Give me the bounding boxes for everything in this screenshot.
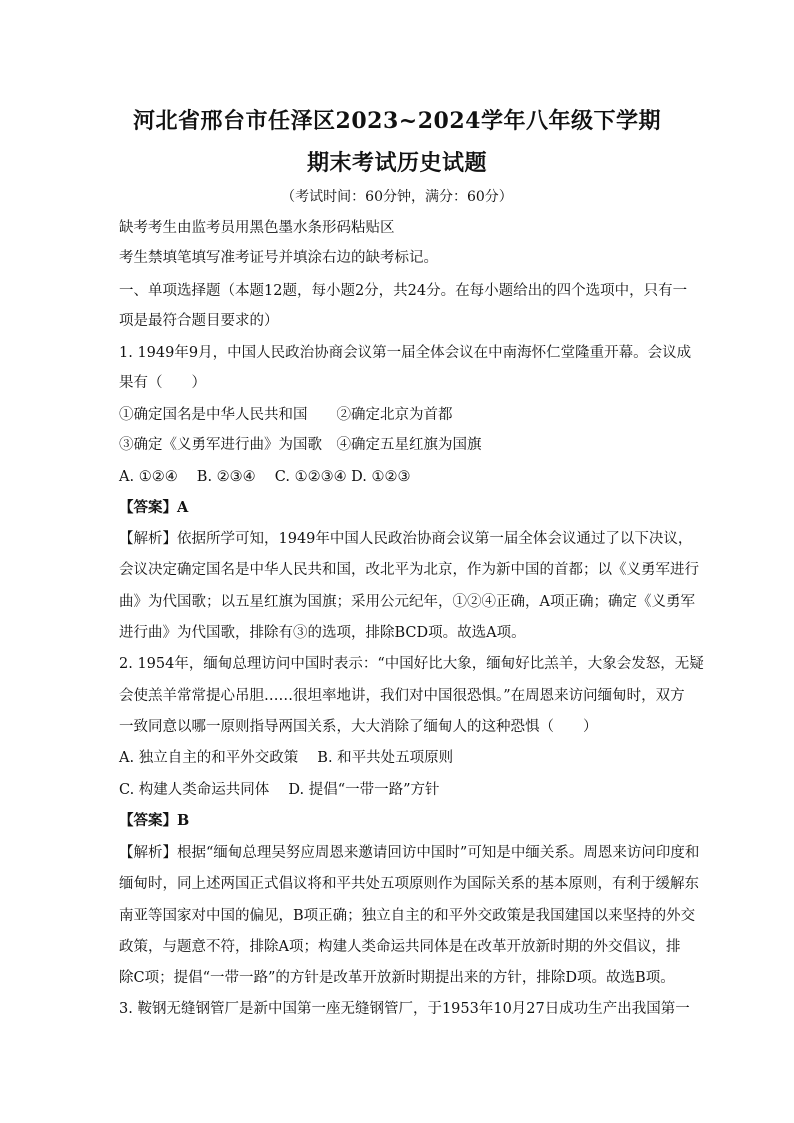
q3-stem: 3. 鞍钢无缝钢管厂是新中国第一座无缝钢管厂，于1953年10月27日成功生产出我国第一: [119, 1001, 690, 1017]
q2-analysis: 除C项；提倡“一带一路”的方针是改革开放新时期提出来的方针，排除D项。故选B项。: [119, 970, 675, 986]
q1-stem: 果有（ ）: [119, 375, 206, 391]
q2-options: C. 构建人类命运共同体 D. 提倡“一带一路”方针: [119, 782, 440, 798]
document-title-line2: 期末考试历史试题: [306, 150, 487, 176]
q1-analysis: 会议决定确定国名是中华人民共和国，改北平为北京，作为新中国的首都；以《义勇军进行: [119, 562, 699, 578]
q1-stem: 1. 1949年9月，中国人民政治协商会议第一届全体会议在中南海怀仁堂隆重开幕。会议成: [119, 345, 692, 361]
q1-answer: 【答案】A: [119, 499, 189, 516]
q1-item: ③确定《义勇军进行曲》为国歌 ④确定五星红旗为国旗: [119, 437, 482, 453]
document-title-line1: 河北省邢台市任泽区2023~2024学年八年级下学期: [133, 108, 661, 134]
q2-analysis: 缅甸时，同上述两国正式倡议将和平共处五项原则作为国际关系的基本原则，有利于缓解东: [119, 876, 699, 892]
exam-info: （考试时间：60分钟，满分：60分）: [281, 189, 513, 205]
note-line: 缺考考生由监考员用黑色墨水条形码粘贴区: [119, 220, 395, 236]
q1-analysis: 曲》为代国歌；以五星红旗为国旗；采用公元纪年，①②④正确，A项正确；确定《义勇军: [119, 594, 695, 610]
q1-options: A. ①②④ B. ②③④ C. ①②③④ D. ①②③: [119, 469, 411, 485]
q2-stem: 2. 1954年，缅甸总理访问中国时表示：“中国好比大象，缅甸好比羔羊，大象会发怒，无疑: [119, 656, 704, 672]
q2-stem: 一致同意以哪一原则指导两国关系，大大消除了缅甸人的这种恐惧（ ）: [119, 719, 598, 735]
q2-analysis: 南亚等国家对中国的偏见，B项正确；独立自主的和平外交政策是我国建国以来坚持的外交: [119, 908, 696, 924]
q2-analysis: 政策，与题意不符，排除A项；构建人类命运共同体是在改革开放新时期的外交倡议，排: [119, 939, 681, 955]
q2-options: A. 独立自主的和平外交政策 B. 和平共处五项原则: [119, 750, 454, 766]
section-heading: 项是最符合题目要求的）: [119, 313, 279, 329]
q1-analysis: 进行曲》为代国歌，排除有③的选项，排除BCD项。故选A项。: [119, 625, 526, 641]
q2-stem: 会使羔羊常常提心吊胆……很坦率地讲，我们对中国很恐惧。”在周恩来访问缅甸时，双方: [119, 688, 685, 704]
section-heading: 一、单项选择题（本题12题，每小题2分，共24分。在每小题给出的四个选项中，只有一: [119, 283, 688, 299]
q1-item: ①确定国名是中华人民共和国 ②确定北京为首都: [119, 407, 453, 423]
q2-answer: 【答案】B: [119, 812, 190, 829]
note-line: 考生禁填笔填写准考证号并填涂右边的缺考标记。: [119, 250, 438, 266]
q1-analysis: 【解析】依据所学可知，1949年中国人民政治协商会议第一届全体会议通过了以下决议，: [119, 531, 693, 547]
q2-analysis: 【解析】根据“缅甸总理吴努应周恩来邀请回访中国时”可知是中缅关系。周恩来访问印度和: [119, 845, 700, 861]
